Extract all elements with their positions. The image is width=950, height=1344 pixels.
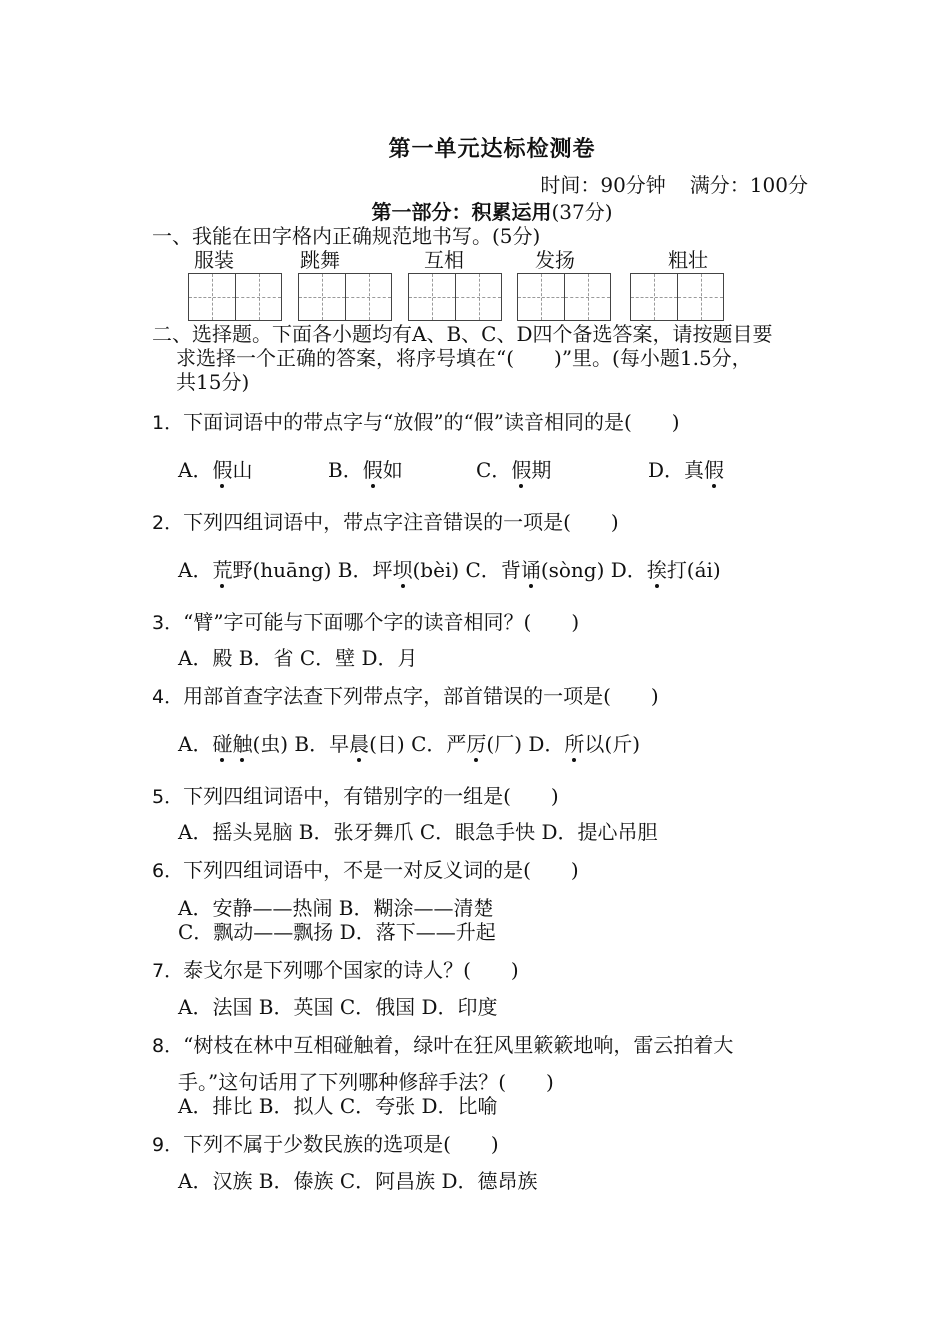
- option-text: 山: [232, 458, 253, 482]
- option-text: (sòng): [540, 558, 605, 582]
- dotted-char: 碰: [212, 732, 233, 756]
- q4-option-a[interactable]: [178, 732, 288, 756]
- dotted-char: 荒: [212, 558, 233, 582]
- grid-word: 粗壮: [668, 248, 708, 272]
- option-text: 野(huāng): [232, 558, 332, 582]
- q8-options[interactable]: A．排比 B．拟人 C．夸张 D．比喻: [178, 1094, 498, 1118]
- tianzige-grid[interactable]: [517, 273, 611, 321]
- question-stem: 用部首查字法查下列带点字，部首错误的一项是( ): [183, 684, 659, 708]
- option-text: 期: [531, 458, 552, 482]
- question-1: [152, 410, 680, 435]
- dotted-char: 厉: [466, 732, 487, 756]
- page-title: 第一单元达标检测卷: [388, 136, 596, 162]
- q1-option-c[interactable]: [476, 458, 551, 482]
- exam-score: 满分：100分: [689, 173, 808, 197]
- question-5: [152, 784, 559, 809]
- option-letter: A．: [178, 458, 213, 482]
- question-stem: 下列四组词语中，带点字注音错误的一项是( ): [183, 510, 619, 534]
- option-text: 坪: [372, 558, 393, 582]
- question-6: [152, 858, 579, 883]
- option-letter: A．: [178, 558, 213, 582]
- q6-options[interactable]: A．安静——热闹 B．糊涂——清楚: [178, 896, 494, 920]
- grid-word: 跳舞: [300, 248, 340, 272]
- question-8-cont: 手。”这句话用了下列哪种修辞手法？( ): [178, 1070, 554, 1094]
- section1-heading: 一、我能在田字格内正确规范地书写。(5分): [152, 224, 541, 248]
- option-text: 打(ái): [666, 558, 721, 582]
- question-number: 2．: [152, 512, 184, 534]
- option-text: (bèi): [412, 558, 460, 582]
- part-points: (37分): [551, 200, 613, 224]
- q4-options: [178, 732, 640, 756]
- question-stem: 下列四组词语中，不是一对反义词的是( ): [183, 858, 579, 882]
- question-number: 5．: [152, 786, 184, 808]
- tianzige-grid[interactable]: [188, 273, 282, 321]
- option-letter: B．: [328, 458, 363, 482]
- exam-meta: [540, 173, 808, 197]
- option-text: 以(斤): [584, 732, 641, 756]
- question-number: 4．: [152, 686, 184, 708]
- option-letter: D．: [528, 732, 565, 756]
- question-number: 6．: [152, 860, 184, 882]
- section2-line: 求选择一个正确的答案，将序号填在“( )”里。(每小题1.5分，: [176, 346, 752, 370]
- grid-word: 互相: [424, 248, 464, 272]
- q1-option-a[interactable]: [178, 458, 252, 482]
- question-3: [152, 610, 579, 635]
- dotted-char: 坝: [392, 558, 413, 582]
- tianzige-grid[interactable]: [630, 273, 724, 321]
- dotted-char: 挨: [646, 558, 667, 582]
- q2-option-d[interactable]: [611, 558, 721, 582]
- question-stem: 下面词语中的带点字与“放假”的“假”读音相同的是( ): [183, 410, 680, 434]
- grid-word: 发扬: [535, 248, 575, 272]
- dotted-char: 假: [511, 458, 532, 482]
- question-number: 1．: [152, 412, 184, 434]
- option-letter: D．: [648, 458, 685, 482]
- part-label: 第一部分：积累运用: [371, 200, 552, 224]
- question-8: [152, 1033, 733, 1058]
- option-letter: C．: [476, 458, 512, 482]
- option-text: 严: [446, 732, 467, 756]
- dotted-char: 假: [212, 458, 233, 482]
- option-letter: D．: [610, 558, 647, 582]
- option-text: 真: [684, 458, 705, 482]
- option-text: 背: [500, 558, 521, 582]
- q9-options[interactable]: A．汉族 B．傣族 C．阿昌族 D．德昂族: [178, 1169, 538, 1193]
- question-stem: “臂”字可能与下面哪个字的读音相同？( ): [183, 610, 580, 634]
- option-letter: C．: [411, 732, 447, 756]
- dotted-char: 所: [564, 732, 585, 756]
- option-text: (厂): [486, 732, 523, 756]
- q4-option-b[interactable]: [294, 732, 404, 756]
- q7-options[interactable]: A．法国 B．英国 C．俄国 D．印度: [178, 995, 498, 1019]
- question-number: 8．: [152, 1035, 184, 1057]
- question-2: [152, 510, 619, 535]
- q2-options: [178, 558, 721, 582]
- question-number: 9．: [152, 1134, 184, 1156]
- dotted-char: 触: [232, 732, 253, 756]
- q2-option-b[interactable]: [338, 558, 459, 582]
- grid-word: 服装: [194, 248, 234, 272]
- dotted-char: 诵: [520, 558, 541, 582]
- question-stem: 泰戈尔是下列哪个国家的诗人？( ): [183, 958, 519, 982]
- q3-options[interactable]: A．殿 B．省 C．壁 D．月: [178, 646, 418, 670]
- option-text: 早: [329, 732, 350, 756]
- section2-heading: [152, 322, 832, 394]
- q4-option-d[interactable]: [528, 732, 640, 756]
- q2-option-a[interactable]: [178, 558, 331, 582]
- dotted-char: 假: [362, 458, 383, 482]
- option-letter: B．: [337, 558, 373, 582]
- dotted-char: 晨: [349, 732, 370, 756]
- option-letter: B．: [294, 732, 330, 756]
- section2-line: 共15分): [176, 370, 250, 394]
- question-stem: 下列四组词语中，有错别字的一组是( ): [183, 784, 559, 808]
- option-letter: C．: [465, 558, 501, 582]
- q6-options[interactable]: C．飘动——飘扬 D．落下——升起: [178, 920, 496, 944]
- option-text: (日): [369, 732, 405, 756]
- tianzige-grid[interactable]: [408, 273, 502, 321]
- tianzige-grid[interactable]: [298, 273, 392, 321]
- option-text: (虫): [252, 732, 289, 756]
- question-number: 7．: [152, 960, 184, 982]
- option-text: 如: [382, 458, 403, 482]
- part-heading: [0, 200, 950, 224]
- exam-time: 时间：90分钟: [540, 173, 666, 197]
- question-stem: “树枝在林中互相碰触着，绿叶在狂风里簌簌地响，雷云拍着大: [183, 1033, 734, 1057]
- q1-option-b[interactable]: [328, 458, 403, 482]
- q2-option-c[interactable]: [466, 558, 605, 582]
- option-letter: A．: [178, 732, 213, 756]
- question-stem: 下列不属于少数民族的选项是( ): [183, 1132, 499, 1156]
- question-9: [152, 1132, 499, 1157]
- dotted-char: 假: [704, 458, 725, 482]
- q4-option-c[interactable]: [411, 732, 522, 756]
- question-4: [152, 684, 659, 709]
- question-number: 3．: [152, 612, 184, 634]
- question-7: [152, 958, 519, 983]
- section2-line: 二、选择题。下面各小题均有A、B、C、D四个备选答案，请按题目要: [152, 322, 773, 346]
- q5-options[interactable]: A．摇头晃脑 B．张牙舞爪 C．眼急手快 D．提心吊胆: [178, 820, 658, 844]
- q1-option-d[interactable]: [648, 458, 724, 482]
